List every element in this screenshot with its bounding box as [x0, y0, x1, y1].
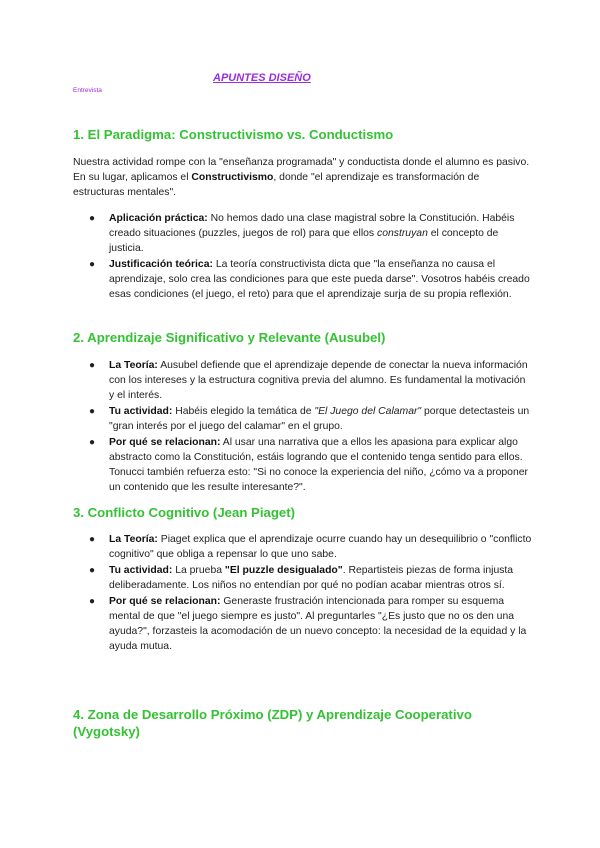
list-item: ● Tu actividad: Habéis elegido la temática de "El Juego del Calamar" porque detectasteis un "gran interés por el juego del calamar" en el grupo. — [89, 406, 530, 432]
section-2-heading: 2. Aprendizaje Significativo y Relevante (Ausubel) — [73, 330, 386, 345]
section-4-heading: 4. Zona de Desarrollo Próximo (ZDP) y Aprendizaje Cooperativo (Vygotsky) — [73, 707, 472, 739]
bullet-icon: ● — [89, 406, 96, 417]
list-item: ● Por qué se relacionan: Generaste frustración intencionada para romper su esquema mental de que "el juego siempre es justo". Al preguntarles "¿Es justo que no os den una ayuda?", forzasteis la acomodación de un nuevo concepto: la necesidad de la equidad y la ayuda mutua. — [89, 596, 527, 652]
section-3-heading: 3. Conflicto Cognitivo (Jean Piaget) — [73, 505, 296, 520]
list-item: ● La Teoría: Ausubel defiende que el aprendizaje depende de conectar la nueva información con los intereses y la estructura cognitiva previa del alumno. Es fundamental la motivación y el interés. — [89, 360, 528, 401]
list-item: ● Por qué se relacionan: Al usar una narrativa que a ellos les apasiona para explicar algo abstracto como la Constitución, estáis logrando que el contenido tenga sentido para ellos. Tonucci también refuerza esto: "Si no conoce la experiencia del niño, ¿cómo va a proponer un contenido que les resulte interesante?". — [89, 437, 528, 493]
document-title: APUNTES DISEÑO — [213, 72, 311, 84]
list-item: ● Tu actividad: La prueba "El puzzle desigualado". Repartisteis piezas de forma injusta deliberadamente. Los niños no entendían por qué no podían acabar mientras otros sí. — [89, 565, 514, 591]
document-subtitle: Entrevista — [73, 87, 102, 94]
section-1-list — [73, 211, 533, 303]
section-2-list — [73, 358, 533, 496]
bullet-icon: ● — [89, 437, 96, 448]
list-item: ● Aplicación práctica: No hemos dado una clase magistral sobre la Constitución. Habéis creado situaciones (puzzles, juegos de rol) para que ellos construyan el concepto de justicia. — [89, 213, 515, 254]
bullet-icon: ● — [89, 534, 96, 545]
bullet-icon: ● — [89, 596, 96, 607]
bullet-icon: ● — [89, 360, 96, 371]
list-item: ● La Teoría: Piaget explica que el aprendizaje ocurre cuando hay un desequilibrio o "conflicto cognitivo" que obliga a repensar lo que uno sabe. — [89, 534, 532, 560]
section-1-intro: Nuestra actividad rompe con la "enseñanza programada" y conductista donde el alumno es pasivo. En su lugar, aplicamos el Constructivismo, donde "el aprendizaje es transformación de estructuras mentales". — [73, 157, 530, 198]
list-item: ● Justificación teórica: La teoría constructivista dicta que "la enseñanza no causa el aprendizaje, solo crea las condiciones para que este pueda darse". Vosotros habéis creado esas condiciones (el juego, el reto) para que el aprendizaje surja de su propia reflexión. — [89, 259, 530, 300]
bullet-icon: ● — [89, 213, 96, 224]
bullet-icon: ● — [89, 259, 96, 270]
bullet-icon: ● — [89, 565, 96, 576]
section-3-list — [73, 532, 533, 655]
section-1-heading: 1. El Paradigma: Constructivismo vs. Conductismo — [73, 127, 394, 142]
